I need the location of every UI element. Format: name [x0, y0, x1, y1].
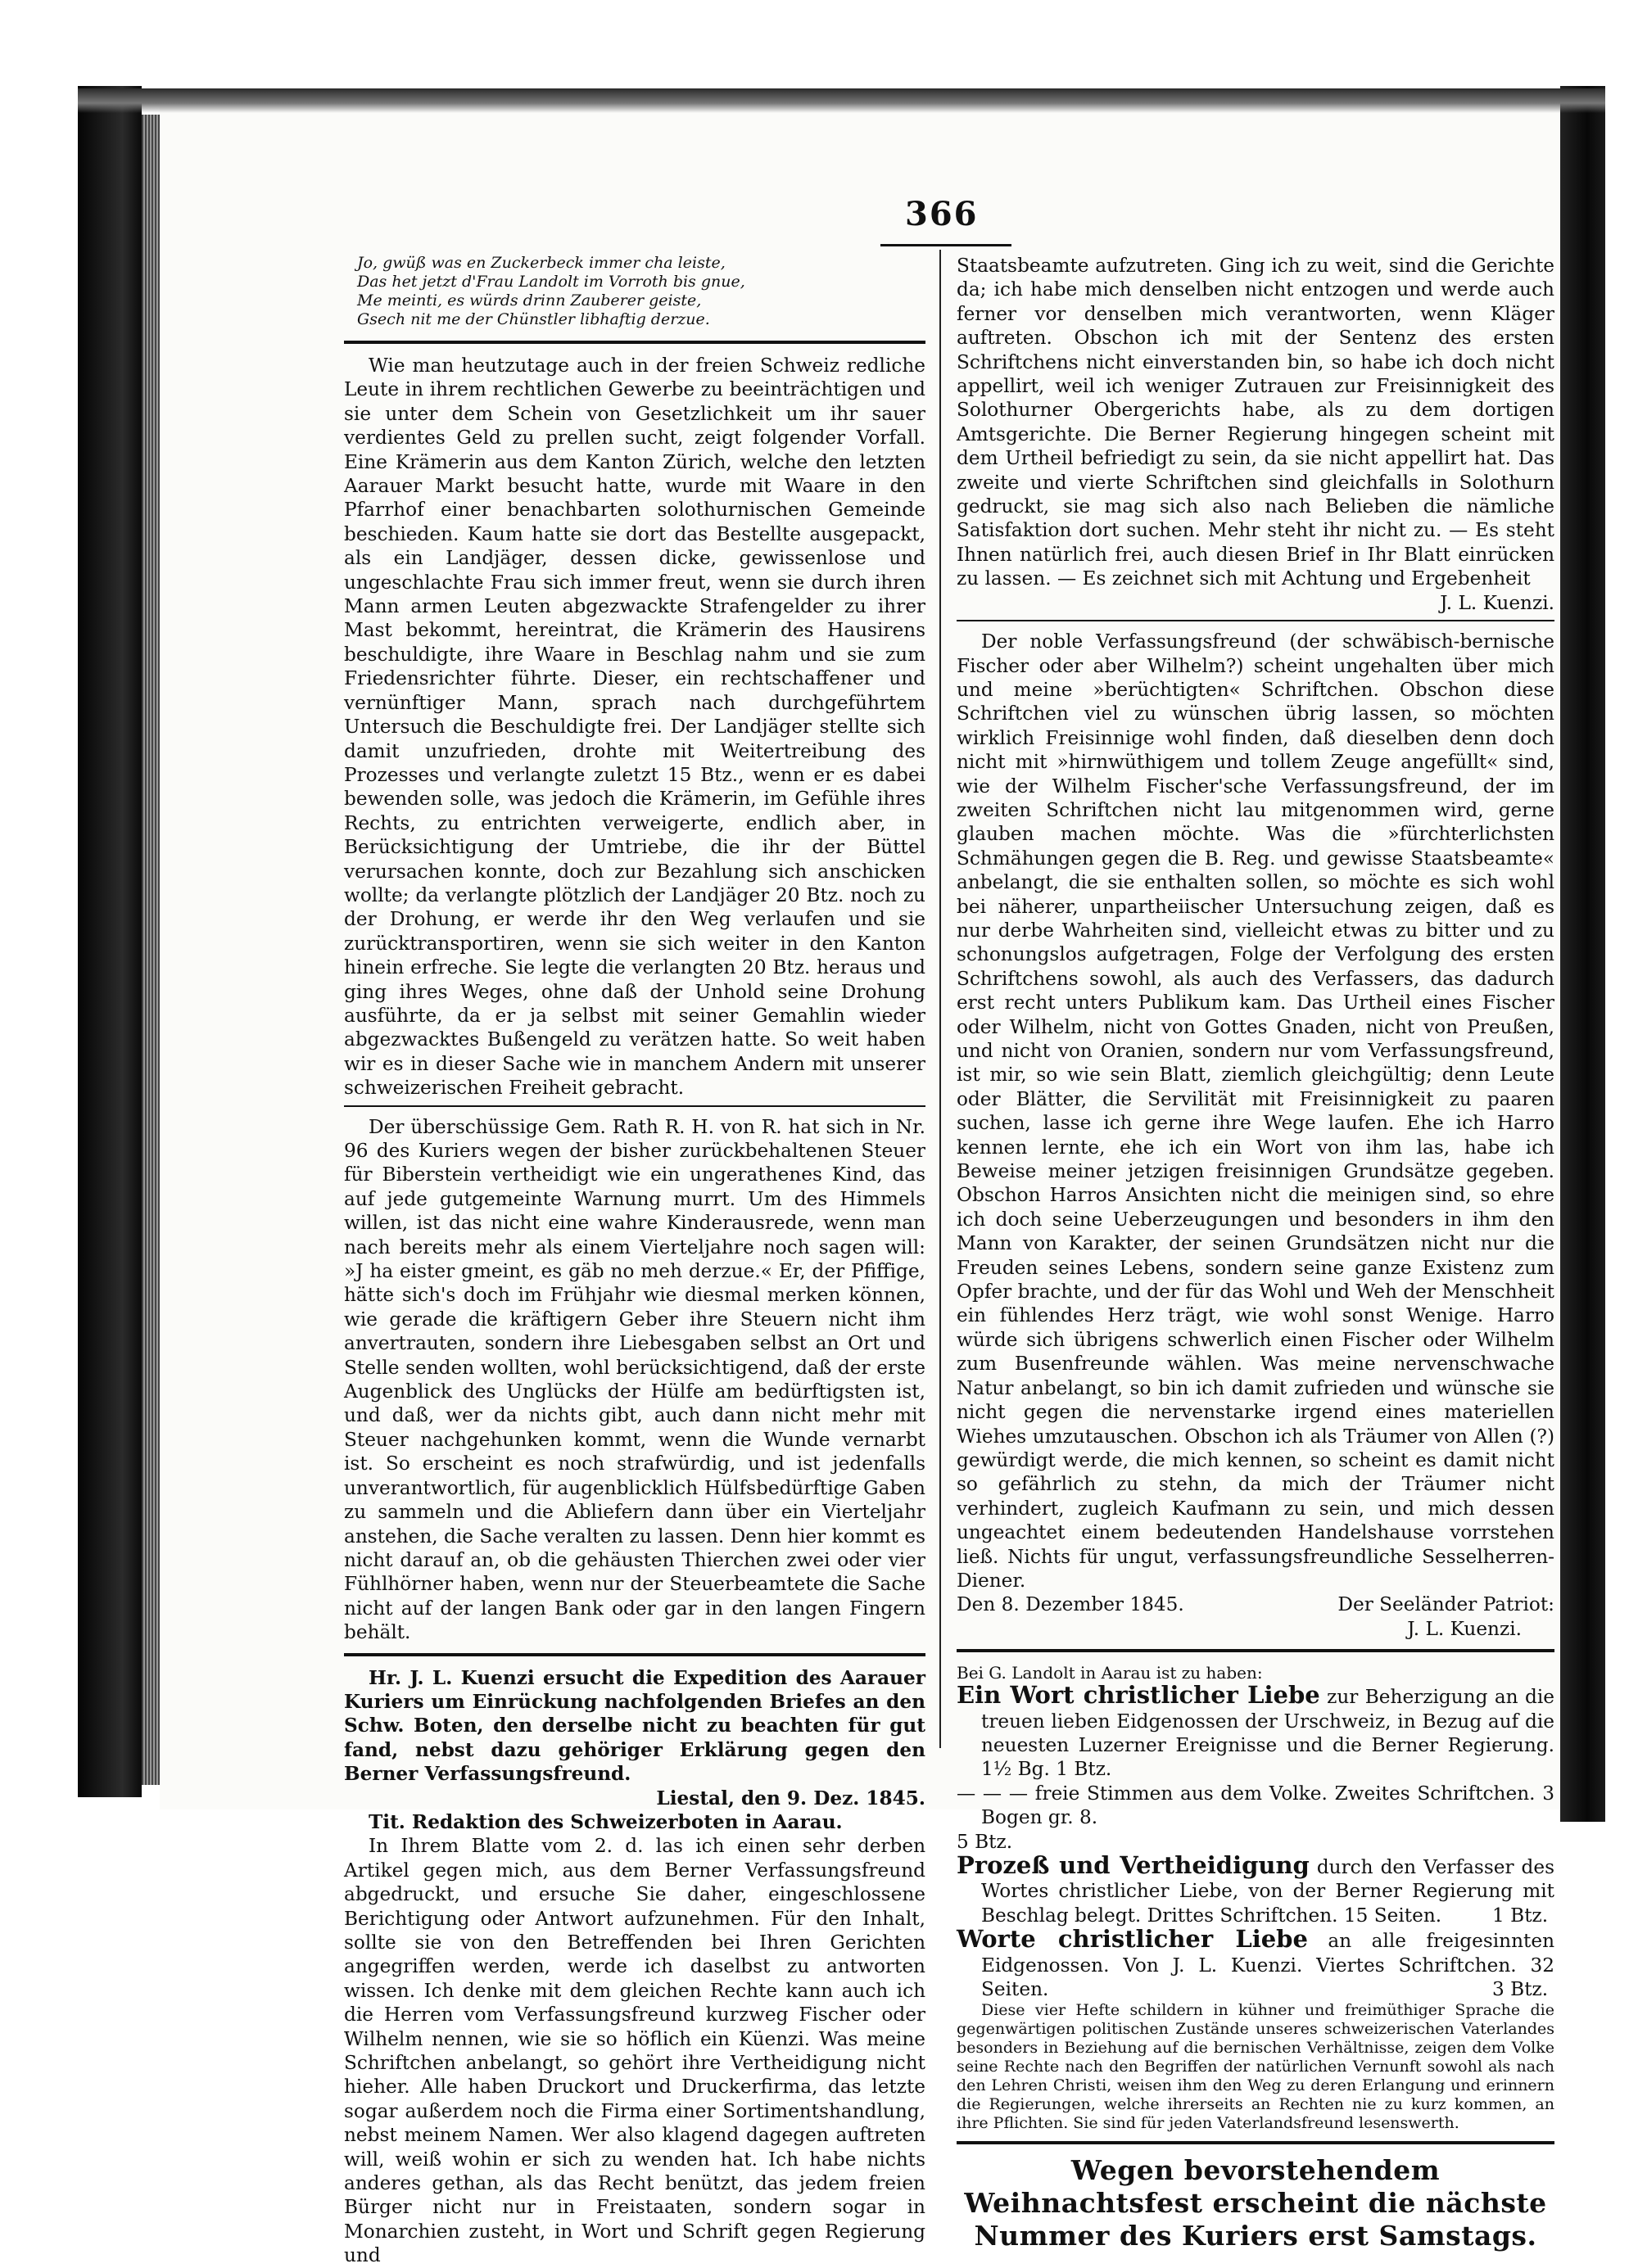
advertisement-title: Prozeß und Vertheidigung	[957, 1851, 1310, 1879]
section-rule	[344, 341, 925, 344]
verse-line: Gsech nit me der Chünstler libhaftig derzue.	[357, 310, 710, 328]
article-kuenzi-intro: Hr. J. L. Kuenzi ersucht die Expedition des Aarauer Kuriers um Einrückung nachfolgenden Briefes an den Schw. Boten, den derselbe nicht zu beachten für gut fand, nebst dazu gehöriger Erklärung gegen den Berner Verfassungsfreund.	[344, 1666, 925, 1786]
book-binding-left	[78, 86, 142, 1797]
advertisement-title: Ein Wort christlicher Liebe	[957, 1681, 1320, 1710]
reply-dateline: Den 8. Dezember 1845.	[957, 1593, 1184, 1616]
letter-body: In Ihrem Blatte vom 2. d. las ich einen sehr derben Artikel gegen mich, aus dem Berner Verfassungsfreund abgedruckt, und ersuche Sie daher, eingeschlossene Berichtigung oder Antwort aufzunehmen. Für den Inhalt, sollte sie von den Betreffenden bei Ihren Gerichten angegriffen werden, werde ich daselbst zu antworten wissen. Ich denke mit dem gleichen Rechte kann auch ich die Herren vom Verfassungsfreund kurzweg Fischer oder Wilhelm nennen, wie sie so höflich ein Küenzi. Was meine Schriftchen anbelangt, so gehört ihre Vertheidigung nicht hieher. Alle haben Druckort und Druckerfirma, das letzte sogar außerdem noch die Firma einer Sortimentshandlung, nebst meinem Namen. Wer also klagend dagegen auftreten will, weiß wohin er sich zu wenden hat. Ich habe nichts anderes gethan, als das Recht benützt, das jedem freien Bürger nicht nur in Freistaaten, sondern sogar in Monarchien zusteht, in Wort und Schrift gegen Regierung und	[344, 1835, 925, 2267]
verse-line: Das het jetzt d'Frau Landolt im Vorroth bis gnue,	[357, 273, 745, 291]
section-rule	[344, 1653, 925, 1656]
advertisement-text: zur Beherzigung an die treuen lieben Eidgenossen der Urschweiz, in Bezug auf die neuesten Luzerner Ereignisse und die Berner Regierung. 1½ Bg. 1 Btz.	[981, 1686, 1554, 1781]
verse-block	[344, 254, 925, 329]
section-rule	[344, 1105, 925, 1107]
verse-line: Jo, gwüß was en Zuckerbeck immer cha leiste,	[357, 254, 726, 272]
letter-dateline: Liestal, den 9. Dez. 1845.	[656, 1787, 925, 1809]
reply-signoff-row	[957, 1593, 1554, 1616]
advertisement-item	[957, 1851, 1554, 1927]
page-number: 366	[905, 195, 979, 233]
article-market-incident: Wie man heutzutage auch in der freien Schweiz redliche Leute in ihrem rechtlichen Gewerbe zu beeinträchtigen und sie unter dem Schein von Gesetzlichkeit um ihr sauer verdientes Geld zu prellen sucht, zeigt folgender Vorfall. Eine Krämerin aus dem Kanton Zürich, welche den letzten Aarauer Markt besucht hatte, wurde mit Waare in den Pfarrhof einer benachbarten solothurnischen Gemeinde beschieden. Kaum hatte sie dort das Bestellte ausgepackt, als ein Landjäger, dessen dicke, gewissenlose und ungeschlachte Frau sich immer freut, wenn sie durch ihren Mann armen Leuten abgezwackte Strafengelder zu ihrer Mast bekommt, hereintrat, die Krämerin des Hausirens beschuldigte, ihre Waare in Beschlag nahm und sie zum Friedensrichter führte. Dieser, ein rechtschaffener und vernünftiger Mann, sprach nach durchgeführtem Untersuch die Beschuldigte frei. Der Landjäger stellte sich damit unzufrieden, drohte mit Weitertreibung des Prozesses und verlangte zuletzt 15 Btz., wenn er es dabei bewenden solle, was jedoch die Krämerin, im Gefühle ihres Rechts, zu entrichten verweigerte, endlich aber, in Berücksichtigung der Umtriebe, die ihr der Büttel verursachen konnte, doch zur Bezahlung sich anschicken wollte; da verlangte plötzlich der Landjäger 20 Btz. noch zu der Drohung, er werde ihr den Weg verlaufen und sie zurücktransportiren, wenn sie sich weiter in den Kanton hinein erfreche. Sie legte die verlangten 20 Btz. heraus und ging ihres Weges, ohne daß der Unhold seine Drohung ausführte, da er ja selbst mit seiner Gemahlin wieder abgezwacktes Bußengeld zu verätzen hatte. So weit haben wir es in dieser Sache wie in manchem Andern mit unserer schweizerischen Freiheit gebracht.	[344, 355, 925, 1100]
holiday-announcement: Wegen bevorstehendem Weihnachtsfest erscheint die nächste Nummer des Kuriers erst Samstags.	[964, 2154, 1547, 2252]
left-column	[344, 254, 925, 2268]
article-tax-collection: Der überschüssige Gem. Rath R. H. von R. hat sich in Nr. 96 des Kuriers wegen der bisher zurückbehaltenen Steuer für Biberstein vertheidigt wie ein ungerathenes Kind, das auf jede gutgemeinte Warnung murrt. Um des Himmels willen, ist das nicht eine wahre Kinderausrede, wenn man nach bereits mehr als einem Vierteljahre noch sagen will: »J ha eister gmeint, es gäb no meh derzue.« Er, der Pfiffige, hätte sich's doch im Frühjahr wie diesmal merken können, wie gerade die kräftigern Geber ihre Steuern nicht ihm anvertrauten, sondern ihre Liebesgaben selbst an Ort und Stelle senden wollten, wohl berücksichtigend, daß der erste Augenblick des Unglücks der Hülfe am bedürftigsten ist, und daß, wer da nichts gibt, auch dann nicht mehr mit Steuer nachgehunken kommt, wenn die Wunde vernarbt ist. So erscheint es noch strafwürdig, und ist jedenfalls unverantwortlich, für augenblicklich Hülfsbedürftige Gaben zu sammeln und die Abliefern dann über ein Vierteljahr anstehen, die Sache veralten zu lassen. Denn hier kommt es nicht darauf an, ob die gehäusten Thierchen zwei oder vier Fühlhörner haben, wenn nur der Steuerbeamtete die Sache nicht auf der langen Bank oder gar in den langen Fingern behält.	[344, 1115, 925, 1644]
advertisement-item	[957, 1927, 1554, 2001]
section-rule	[957, 620, 1554, 621]
verse-line: Me meinti, es würds drinn Zauberer geiste,	[357, 291, 702, 309]
advertisement-description: Diese vier Hefte schildern in kühner und freimüthiger Sprache die gegenwärtigen politischen Zustände unseres schweizerischen Vaterlandes besonders in Beziehung auf die bernischen Verhältnisse, zeigen dem Volke seine Rechte nach den Begriffen der natürlichen Vernunft sowohl als nach den Lehren Christi, weisen ihm den Weg zu deren Erlangung und erinnern die Regierungen, welche ihrerseits an Rechten nie zu kurz kommen, an ihre Pflichten. Sie sind für jeden Vaterlandsfreund lesenswerth.	[957, 2001, 1554, 2133]
section-rule	[957, 2141, 1554, 2144]
top-shadow	[78, 88, 1605, 113]
advertisement-item	[957, 1683, 1554, 1782]
advertisement-price: 5 Btz.	[957, 1830, 1013, 1853]
article-verfassungsfreund-reply: Der noble Verfassungsfreund (der schwäbisch-bernische Fischer oder aber Wilhelm?) scheint ungehalten über mich und meine »berüchtigten« Schriftchen. Obschon diese Schriftchen viel zu wünschen übrig lassen, so möchten wirklich Freisinnige wohl finden, daß dieselben denn doch nicht mit »hirnwüthigem und tollem Zeuge angefüllt« sind, wie der Wilhelm Fischer'sche Verfassungsfreund, der im zweiten Schriftchen nicht lau mitgenommen wird, gerne glauben machen möchte. Was die »fürchterlichsten Schmähungen gegen die B. Reg. und gewisse Staatsbeamte« anbelangt, die sie enthalten sollen, so möchte es sich wohl bei näherer, unpartheiischer Untersuchung zeigen, daß es nur derbe Wahrheiten sind, vielleicht etwas zu bitter und zu schonungslos aufgetragen, Folge der Verfolgung des ersten Schriftchens sowohl, als auch des Verfassers, das dadurch erst recht unters Publikum kam. Das Urtheil eines Fischer oder Wilhelm, nicht von Gottes Gnaden, nicht von Preußen, und nicht von Oranien, sondern nur vom Verfassungsfreund, ist mir, so wie sein Blatt, ziemlich gleichgültig; denn Leute oder Blätter, die Servilität mit Freisinnigkeit zu paaren suchen, lasse ich gerne ihre Wege laufen. Ehe ich Harro kennen lernte, ehe ich ein Wort von ihm las, habe ich Beweise meiner jetzigen freisinnigen Grundsätze gegeben. Obschon Harros Ansichten nicht die meinigen sind, so ehre ich doch seine Ueberzeugungen und besonders in ihm den Mann von Karakter, der seinen Grundsätzen nicht nur die Freuden seines Lebens, sondern seine ganze Existenz zum Opfer brachte, und der für das Wohl und Weh der Menschheit ein fühlendes Herz trägt, wie wohl sonst Wenige. Harro würde sich übrigens schwerlich einen Fischer oder Wilhelm zum Busenfreunde wählen. Was meine nervenschwache Natur anbelangt, so bin ich damit zufrieden und wünsche sie nicht gegen die nervenstarke irgend eines materiellen Wiehes umzutauschen. Obschon ich als Träumer von Allen (?) gewürdigt werde, die mich kennen, so scheint es damit nicht so gefährlich zu stehn, da mich der Träumer nicht verhindert, zugleich Kaufmann zu sein, und mich dessen ungeachtet einem bedeutenden Handelshause vorrstehen ließ. Nichts für ungut, verfassungsfreundliche Sesselherren-Diener.	[957, 630, 1554, 1592]
letter-signature: J. L. Kuenzi.	[1440, 591, 1554, 614]
advertisement-intro: Bei G. Landolt in Aarau ist zu haben:	[957, 1663, 1263, 1683]
letter-address: Tit. Redaktion des Schweizerboten in Aarau.	[369, 1810, 843, 1833]
reply-signature: J. L. Kuenzi.	[1407, 1617, 1522, 1640]
advertisement-text: — — — freie Stimmen aus dem Volke. Zweites Schriftchen. 3 Bogen gr. 8.	[957, 1782, 1554, 1829]
book-page-edges	[142, 115, 160, 1785]
advertisement-text: durch den Verfasser des Wortes christlicher Liebe, von der Berner Regierung mit Beschlag belegt. Drittes Schriftchen. 15 Seiten.	[981, 1856, 1554, 1927]
advertisement-text: an alle freigesinnten Eidgenossen. Von J. L. Kuenzi. Viertes Schriftchen. 32 Seiten.	[981, 1930, 1555, 2001]
section-rule	[957, 1649, 1554, 1652]
advertisement-price: 1 Btz.	[1492, 1904, 1549, 1927]
book-binding-right	[1560, 86, 1605, 1822]
right-column	[957, 254, 1554, 2252]
column-divider	[939, 250, 941, 1748]
letter-continuation: Staatsbeamte aufzutreten. Ging ich zu weit, sind die Gerichte da; ich habe mich denselben nicht entzogen und werde auch ferner vor denselben mich verantworten, wenn Kläger auftreten. Obschon ich mit der Sentenz des ersten Schriftchens nicht einverstanden bin, so habe ich doch nicht appellirt, weil ich weniger Zutrauen zur Freisinnigkeit des Solothurner Obergerichts habe, als zu dem dortigen Amtsgerichte. Die Berner Regierung hingegen scheint mit dem Urtheil befriedigt zu sein, da sie nicht appellirt hat. Das zweite und vierte Schriftchen sind gleichfalls in Solothurn gedruckt, sie mag sich also nach Belieben die nämliche Satisfaktion dort suchen. Mehr steht ihr nicht zu. — Es steht Ihnen natürlich frei, auch diesen Brief in Ihr Blatt einrücken zu lassen. — Es zeichnet sich mit Achtung und Ergebenheit	[957, 255, 1554, 590]
page-number-rule	[880, 244, 1011, 246]
reply-signoff-label: Der Seeländer Patriot:	[1337, 1593, 1554, 1616]
advertisement-title: Worte christlicher Liebe	[957, 1925, 1308, 1954]
advertisement-item	[957, 1782, 1554, 1854]
advertisement-price: 3 Btz.	[1492, 1978, 1549, 2001]
